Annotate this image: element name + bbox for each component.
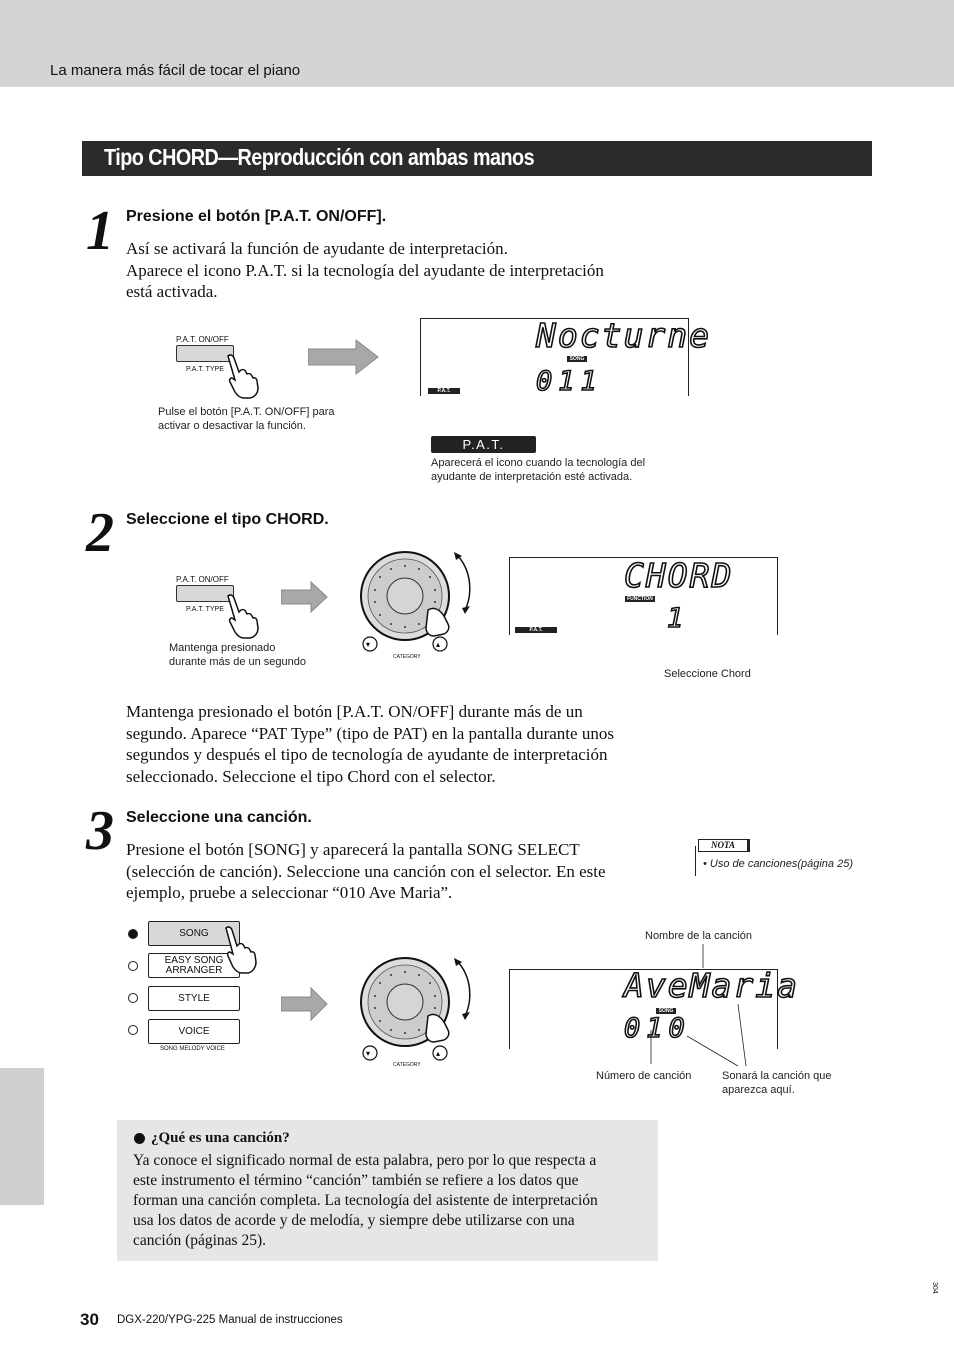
lcd-chord-number: 1 xyxy=(667,603,690,634)
lcd-pat-tag-2: P.A.T. xyxy=(515,627,557,633)
lcd-song-tag: SONG xyxy=(567,356,587,362)
caption-song-plays: Sonará la canción que aparezca aquí. xyxy=(722,1070,832,1096)
easy-song-arranger-button[interactable]: EASY SONG ARRANGER xyxy=(148,953,240,978)
step-1-button-caption: Pulse el botón [P.A.T. ON/OFF] para activar o desactivar la función. xyxy=(158,406,335,432)
hand-press-icon xyxy=(220,924,260,976)
lcd-avemaria-name: AveMaria xyxy=(624,966,799,1005)
style-button[interactable]: STYLE xyxy=(148,986,240,1011)
step-1-heading: Presione el botón [P.A.T. ON/OFF]. xyxy=(126,208,387,225)
lcd-song-name: Nocturne xyxy=(536,316,711,355)
lcd-chord-name: CHORD xyxy=(624,556,734,595)
step-2-text: Mantenga presionado el botón [P.A.T. ON/OFF] durante más de un segundo. Aparece “PAT Type” (tipo de PAT) en la pantalla durante unos segundos y después el tipo de tecnología de ayudante de interpretación seleccionado. Seleccione el tipo Chord con el selector. xyxy=(126,702,614,786)
step-3-text: Presione el botón [SONG] y aparecerá la pantalla SONG SELECT (selección de canción). Seleccione una canción con el selector. En este ejemplo, pruebe a seleccionar “010 Ave Maria”. xyxy=(126,840,606,902)
running-header: La manera más fácil de tocar el piano xyxy=(50,62,301,79)
hand-press-icon xyxy=(222,352,262,400)
pat-onoff-label: P.A.T. ON/OFF xyxy=(176,335,229,344)
category-label-2: CATEGORY xyxy=(393,1062,421,1068)
step-1-icon-caption: Aparecerá el icono cuando la tecnología del ayudante de interpretación esté activada. xyxy=(431,457,646,483)
step-2-lcd-caption: Seleccione Chord xyxy=(664,668,751,680)
song-indicator-lamp xyxy=(128,929,138,939)
bullet-icon xyxy=(134,1133,145,1144)
lcd-avemaria-number: 010 xyxy=(624,1013,691,1044)
pat-icon-badge: P.A.T. xyxy=(431,436,536,453)
page-number: 30 xyxy=(80,1310,99,1329)
svg-text:▾: ▾ xyxy=(366,640,371,649)
step-2-button-caption: Mantenga presionado durante más de un segundo xyxy=(169,642,306,668)
svg-text:▴: ▴ xyxy=(436,640,441,649)
lcd-pat-tag: P.A.T. xyxy=(428,388,460,394)
side-code: 304 xyxy=(931,1282,938,1294)
pat-type-label-2: P.A.T. TYPE xyxy=(186,606,224,613)
nota-rule xyxy=(695,846,696,876)
caption-song-number: Número de canción xyxy=(596,1070,692,1082)
lcd-song-tag-3: SONG xyxy=(656,1008,676,1014)
info-box-text: Ya conoce el significado normal de esta palabra, pero por lo que respecta a este instrumento el término “canción” también se refiere a los datos que forman una canción completa. La tecnología del asistente de interpretación usa los datos de acorde y de melodía, y siempre debe utilizarse con una canción (páginas 25). xyxy=(133,1152,598,1249)
manual-name: DGX-220/YPG-225 Manual de instrucciones xyxy=(117,1314,343,1326)
caption-song-name: Nombre de la canción xyxy=(645,930,753,942)
voice-button[interactable]: VOICE xyxy=(148,1019,240,1044)
arrow-right-icon xyxy=(281,580,329,614)
hand-press-icon xyxy=(222,592,262,640)
voice-indicator-lamp xyxy=(128,1025,138,1035)
style-indicator-lamp xyxy=(128,993,138,1003)
arrow-right-icon xyxy=(281,986,329,1022)
section-title: Tipo CHORD—Reproducción con ambas manos xyxy=(104,144,535,170)
easy-song-indicator-lamp xyxy=(128,961,138,971)
info-box-title: ¿Qué es una canción? xyxy=(151,1130,290,1146)
pat-onoff-label-2: P.A.T. ON/OFF xyxy=(176,575,229,584)
step-3-number: 3 xyxy=(86,800,114,862)
sidebar-tab xyxy=(0,1068,44,1205)
pat-type-label: P.A.T. TYPE xyxy=(186,366,224,373)
step-2-number: 2 xyxy=(86,502,114,564)
step-3-heading: Seleccione una canción. xyxy=(126,809,312,826)
data-dial[interactable] xyxy=(344,950,484,1070)
arrow-right-icon xyxy=(308,338,380,376)
svg-text:▴: ▴ xyxy=(436,1049,441,1058)
data-dial[interactable] xyxy=(344,544,484,664)
step-1-text: Así se activará la función de ayudante de interpretación. Aparece el icono P.A.T. si la tecnología del ayudante de interpretación está activada. xyxy=(126,239,604,301)
step-2-heading: Seleccione el tipo CHORD. xyxy=(126,511,329,528)
lcd-song-number: 011 xyxy=(536,366,603,397)
callout-lines xyxy=(600,940,860,1080)
nota-text: • Uso de canciones(página 25) xyxy=(703,858,853,870)
step-1-number: 1 xyxy=(86,200,114,262)
nota-label: NOTA xyxy=(698,839,750,852)
song-button[interactable]: SONG xyxy=(148,921,240,946)
category-label: CATEGORY xyxy=(393,654,421,660)
svg-text:▾: ▾ xyxy=(366,1049,371,1058)
lcd-function-tag: FUNCTION xyxy=(625,596,655,602)
song-melody-voice-label: SONG MELODY VOICE xyxy=(160,1046,225,1052)
